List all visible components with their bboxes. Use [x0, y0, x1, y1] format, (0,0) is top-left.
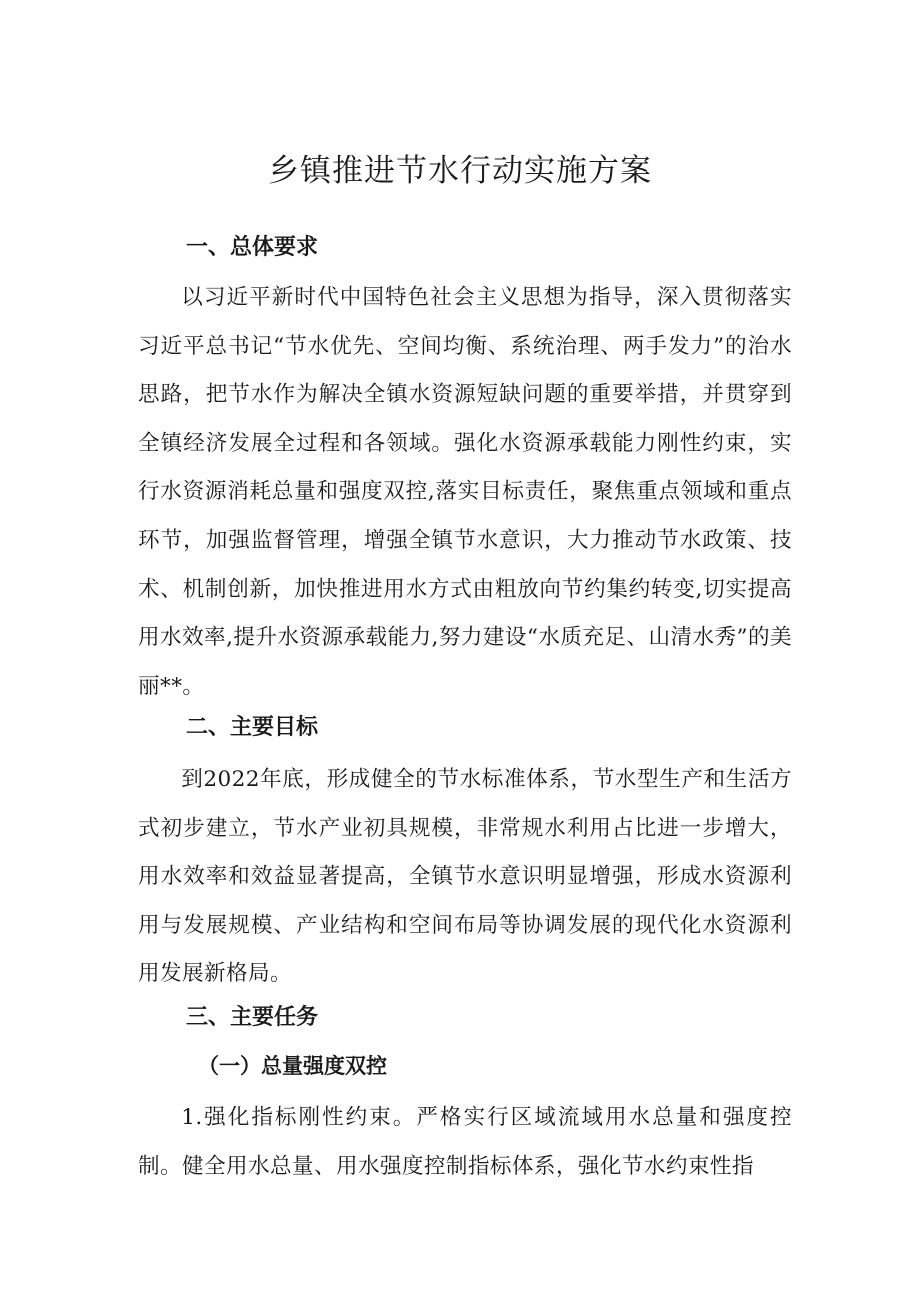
section-heading-main-tasks: 三、主要任务: [186, 1005, 319, 1030]
section-paragraph-general-requirements: 以习近平新时代中国特色社会主义思想为指导，深入贯彻落实习近平总书记“节水优先、空间均衡、系统治理、两手发力”的治水思路，把节水作为解决全镇水资源短缺问题的重要举措，并贯穿到全镇经济发展全过程和各领域。强化水资源承载能力刚性约束，实行水资源消耗总量和强度双控,落实目标责任，聚焦重点领域和重点环节，加强监督管理，增强全镇节水意识，大力推动节水政策、技术、机制创新，加快推进用水方式由粗放向节约集约转变,切实提高用水效率,提升水资源承载能力,努力建设“水质充足、山清水秀”的美丽**。: [138, 285, 792, 699]
section-heading-general-requirements: 一、总体要求: [186, 235, 319, 260]
item-paragraph-indicator-constraint: 1.强化指标刚性约束。严格实行区域流域用水总量和强度控制。健全用水总量、用水强度控制指标体系，强化节水约束性指: [138, 1105, 792, 1179]
subsection-heading-total-intensity-control: （一）总量强度双控: [198, 1053, 387, 1078]
section-paragraph-main-goals: 到2022年底，形成健全的节水标准体系，节水型生产和生活方式初步建立，节水产业初具规模，非常规水利用占比进一步增大，用水效率和效益显著提高，全镇节水意识明显增强，形成水资源利用与发展规模、产业结构和空间布局等协调发展的现代化水资源利用发展新格局。: [138, 767, 792, 987]
document-title: 乡镇推进节水行动实施方案: [268, 153, 652, 189]
section-heading-main-goals: 二、主要目标: [186, 715, 319, 740]
